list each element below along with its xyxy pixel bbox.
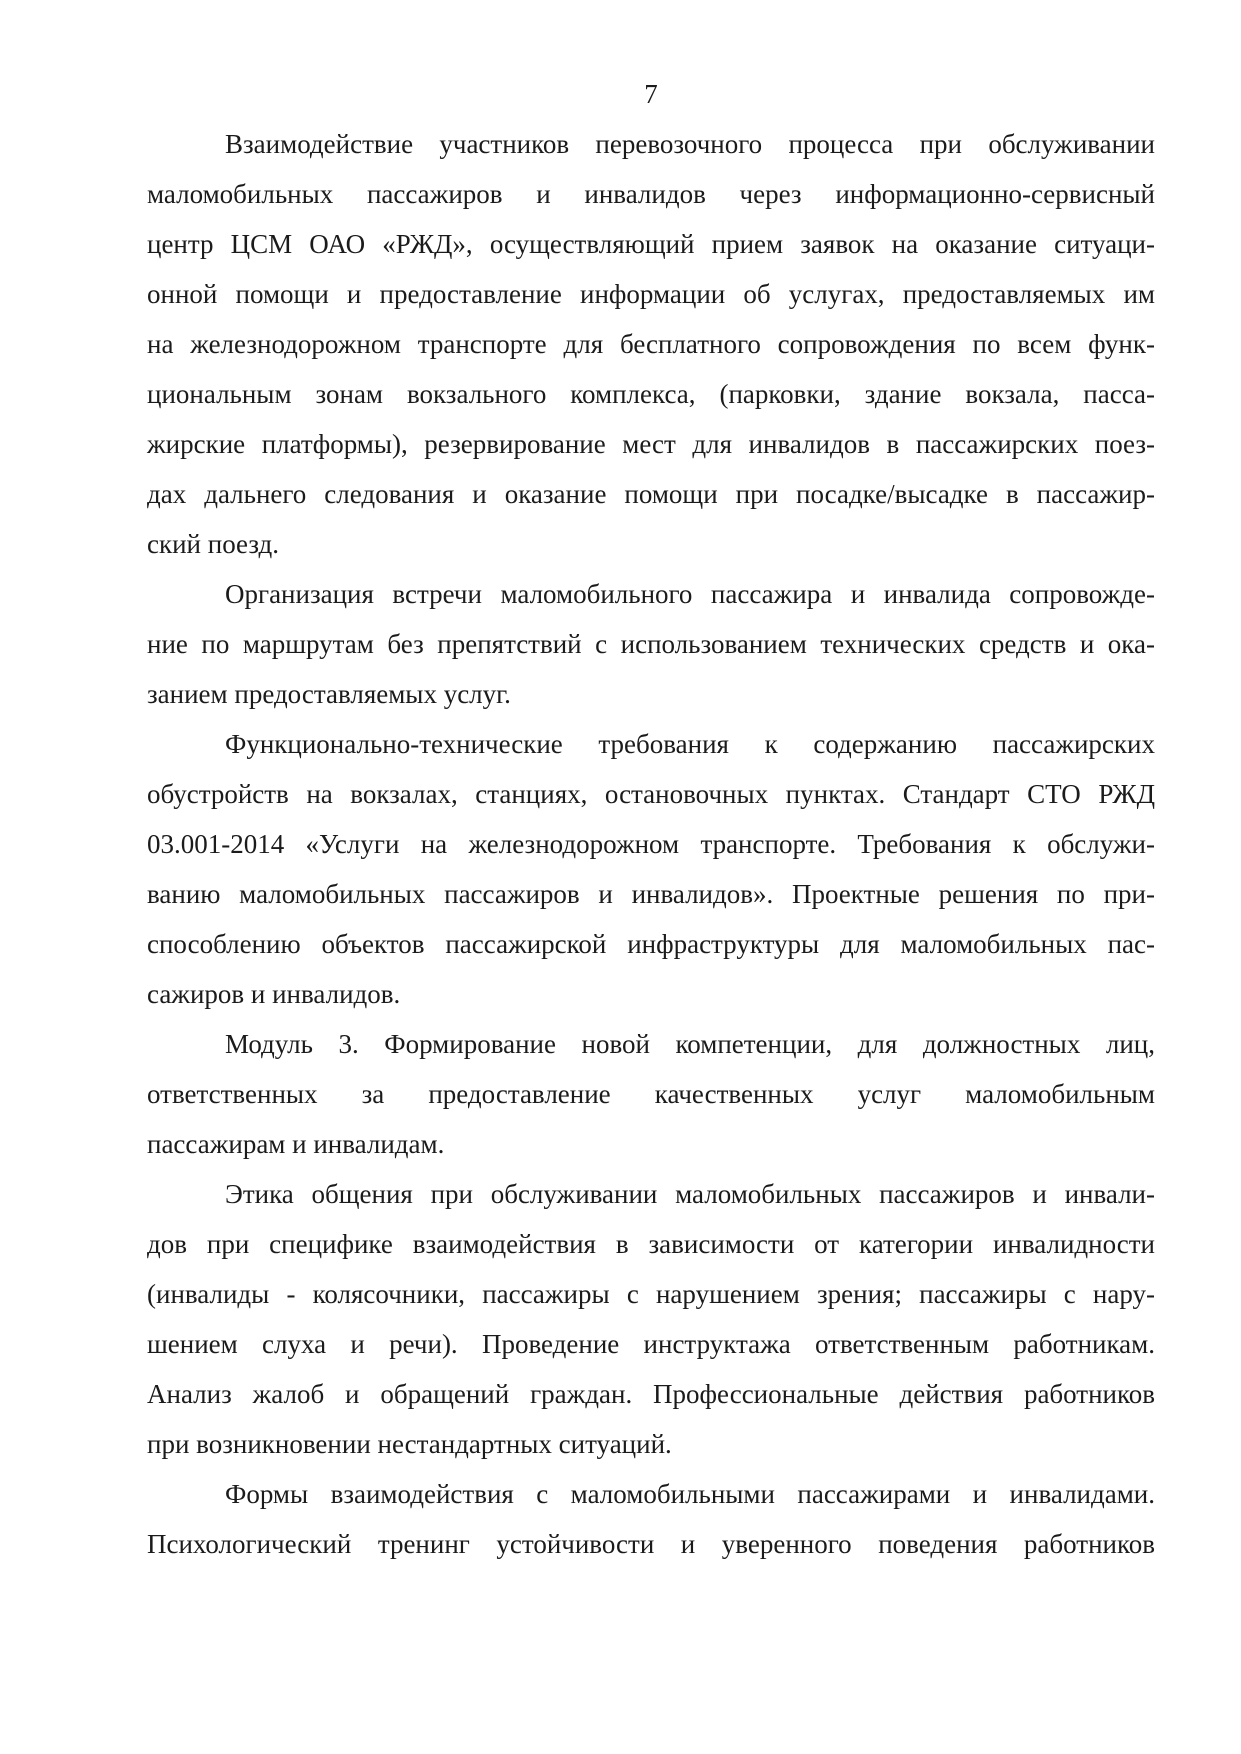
text-line: ответственных за предоставление качественных услуг маломобильным bbox=[147, 1079, 1155, 1109]
text-line: ванию маломобильных пассажиров и инвалидов». Проектные решения по при- bbox=[147, 879, 1155, 909]
paragraph bbox=[147, 1469, 1155, 1569]
text-line: Анализ жалоб и обращений граждан. Профессиональные действия работников bbox=[147, 1379, 1155, 1409]
text-line: шением слуха и речи). Проведение инструктажа ответственным работникам. bbox=[147, 1329, 1155, 1359]
paragraph bbox=[147, 1169, 1155, 1469]
text-line: центр ЦСМ ОАО «РЖД», осуществляющий прием заявок на оказание ситуаци- bbox=[147, 229, 1155, 259]
text-line: обустройств на вокзалах, станциях, остановочных пунктах. Стандарт СТО РЖД bbox=[147, 779, 1155, 809]
text-line: онной помощи и предоставление информации об услугах, предоставляемых им bbox=[147, 279, 1155, 309]
paragraph bbox=[147, 569, 1155, 719]
text-line: дов при специфике взаимодействия в зависимости от категории инвалидности bbox=[147, 1229, 1155, 1259]
text-line: маломобильных пассажиров и инвалидов через информационно-сервисный bbox=[147, 179, 1155, 209]
text-line: Функционально-технические требования к содержанию пассажирских bbox=[225, 729, 1155, 759]
text-line: ние по маршрутам без препятствий с использованием технических средств и ока- bbox=[147, 629, 1155, 659]
text-line: Этика общения при обслуживании маломобильных пассажиров и инвали- bbox=[225, 1179, 1155, 1209]
paragraph bbox=[147, 1019, 1155, 1169]
text-line: Взаимодействие участников перевозочного процесса при обслуживании bbox=[225, 129, 1155, 159]
text-line: Модуль 3. Формирование новой компетенции, для должностных лиц, bbox=[225, 1029, 1155, 1059]
text-line: способлению объектов пассажирской инфраструктуры для маломобильных пас- bbox=[147, 929, 1155, 959]
document-body bbox=[147, 119, 1155, 1569]
text-line: дах дальнего следования и оказание помощи при посадке/высадке в пассажир- bbox=[147, 479, 1155, 509]
paragraph bbox=[147, 119, 1155, 569]
text-line: ский поезд. bbox=[147, 529, 280, 559]
text-line: 03.001-2014 «Услуги на железнодорожном транспорте. Требования к обслужи- bbox=[147, 829, 1155, 859]
text-line: на железнодорожном транспорте для бесплатного сопровождения по всем функ- bbox=[147, 329, 1155, 359]
text-line: Организация встречи маломобильного пассажира и инвалида сопровожде- bbox=[225, 579, 1155, 609]
text-line: Психологический тренинг устойчивости и уверенного поведения работников bbox=[147, 1529, 1155, 1559]
page-number: 7 bbox=[644, 79, 658, 109]
text-line: циональным зонам вокзального комплекса, (парковки, здание вокзала, пасса- bbox=[147, 379, 1155, 409]
text-line: Формы взаимодействия с маломобильными пассажирами и инвалидами. bbox=[225, 1479, 1155, 1509]
text-line: сажиров и инвалидов. bbox=[147, 979, 401, 1009]
text-line: при возникновении нестандартных ситуаций. bbox=[147, 1429, 672, 1459]
text-line: занием предоставляемых услуг. bbox=[147, 679, 511, 709]
paragraph bbox=[147, 719, 1155, 1019]
text-line: жирские платформы), резервирование мест для инвалидов в пассажирских поез- bbox=[147, 429, 1155, 459]
text-line: (инвалиды - колясочники, пассажиры с нарушением зрения; пассажиры с нару- bbox=[147, 1279, 1155, 1309]
text-line: пассажирам и инвалидам. bbox=[147, 1129, 445, 1159]
